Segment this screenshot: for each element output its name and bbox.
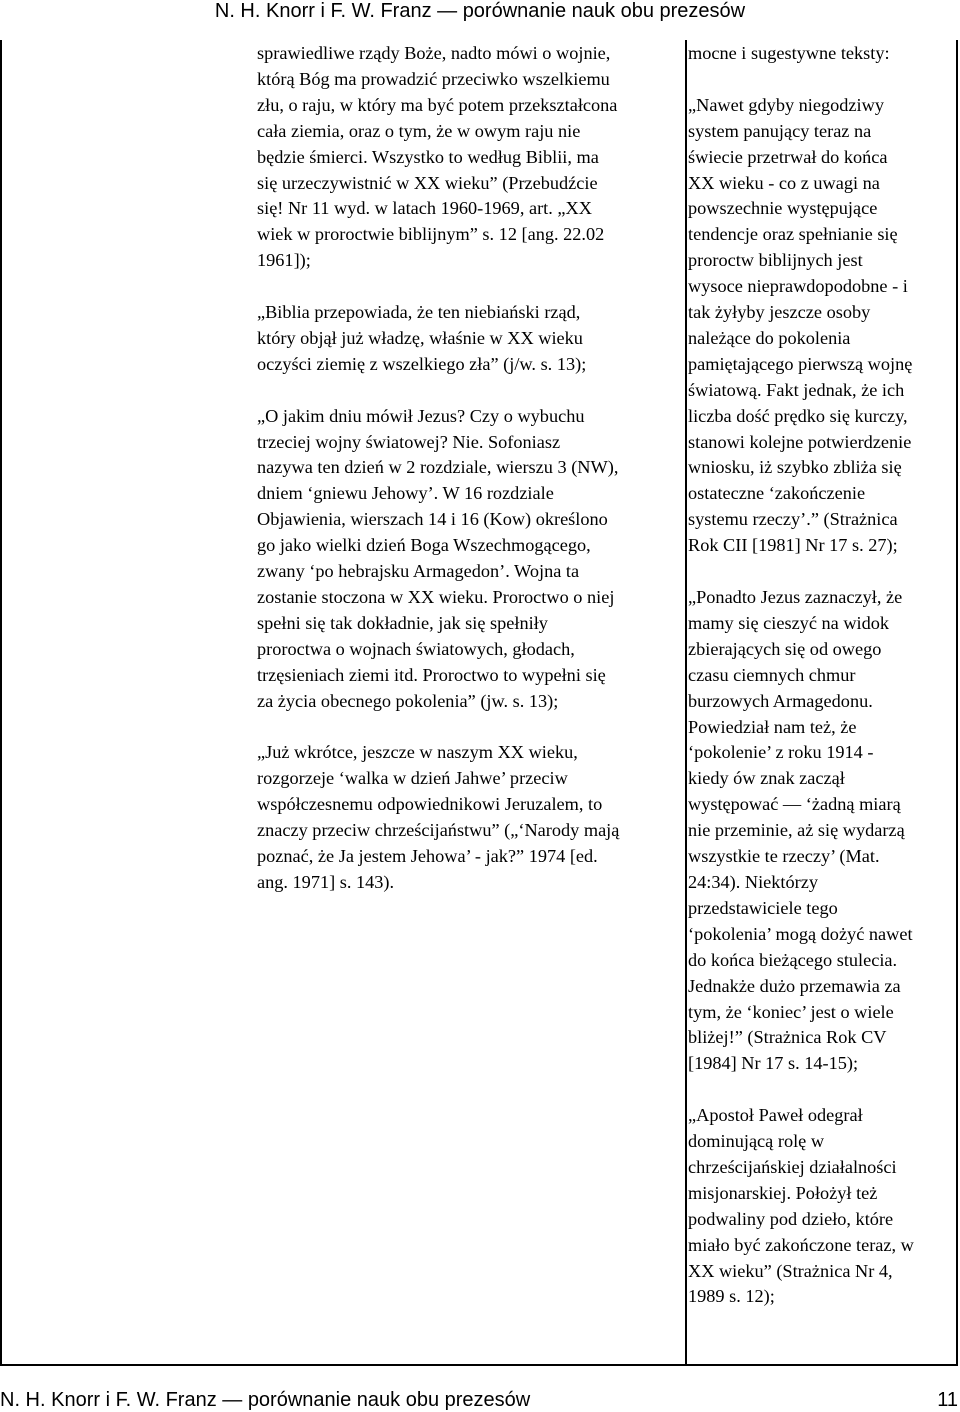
running-header: N. H. Knorr i F. W. Franz — porównanie nauk obu prezesów <box>214 0 746 22</box>
left-paragraph-2: „Biblia przepowiada, że ten niebiański rząd, który objął już władzę, właśnie w XX wieku oczyści ziemię z wszelkiego zła” (j/w. s. 13); <box>257 302 587 374</box>
page-number: 11 <box>937 1389 958 1411</box>
right-paragraph-2: „Nawet gdyby niegodziwy system panujący teraz na świecie przetrwał do końca XX wieku - co z uwagi na powszechnie występujące tendencje oraz spełnianie się proroctw biblijnych jest wysoce nieprawdopodobne - i tak żyłyby jeszcze osoby należące do pokolenia pamiętającego pierwszą wojnę światową. Fakt jednak, że ich liczba dość prędko się kurczy, stanowi kolejne potwierdzenie wniosku, iż szybko zbliża się ostateczne ‘zakończenie systemu rzeczy’.” (Strażnica Rok CII [1981] Nr 17 s. 27); <box>688 94 913 556</box>
right-paragraph-1: mocne i sugestywne teksty: <box>688 43 890 63</box>
footer-title: N. H. Knorr i F. W. Franz — porównanie nauk obu prezesów <box>0 1389 531 1411</box>
right-paragraph-4: „Apostoł Paweł odegrał dominującą rolę w chrześcijańskiej działalności misjonarskiej. Położył też podwaliny pod dzieło, które miało być zakończone teraz, w XX wieku” (Strażnica Nr 4, 1989 s. 12); <box>688 1105 914 1307</box>
table-bottom-border <box>0 1364 958 1366</box>
right-column <box>688 41 956 1310</box>
left-column <box>257 41 689 896</box>
table-left-border <box>0 40 2 1365</box>
left-paragraph-3: „O jakim dniu mówił Jezus? Czy o wybuchu trzeciej wojny światowej? Nie. Sofoniasz nazywa ten dzień w 2 rozdziale, wierszu 3 (NW), dniem ‘gniewu Jehowy’. W 16 rozdziale Objawienia, wierszach 14 i 16 (Kow) określono go jako wielki dzień Boga Wszechmogącego, zwany ‘po hebrajsku Armagedon’. Wojna ta zostanie stoczona w XX wieku. Proroctwo o niej spełni się tak dokładnie, jak się spełniły proroctwa o wojnach światowych, głodach, trzęsieniach ziemi itd. Proroctwo to wypełni się za życia obecnego pokolenia” (jw. s. 13); <box>257 405 619 711</box>
page-footer <box>0 1388 960 1412</box>
left-paragraph-4: „Już wkrótce, jeszcze w naszym XX wieku, rozgorzeje ‘walka w dzień Jahwe’ przeciw współczesnemu odpowiednikowi Jeruzalem, to znaczy przeciw chrześcijaństwu” („‘Narody mają poznać, że Ja jestem Jehowa’ - jak?” 1974 [ed. ang. 1971] s. 143). <box>257 742 620 892</box>
table-right-border <box>956 40 958 1365</box>
left-paragraph-1: sprawiedliwe rządy Boże, nadto mówi o wojnie, którą Bóg ma prowadzić przeciwko wszelkiemu złu, o raju, w który ma być potem przekształcona cała ziemia, oraz o tym, że w owym raju nie będzie śmierci. Wszystko to według Biblii, ma się urzeczywistnić w XX wieku” (Przebudźcie się! Nr 11 wyd. w latach 1960-1969, art. „XX wiek w proroctwie biblijnym” s. 12 [ang. 22.02 1961]); <box>257 43 618 271</box>
right-paragraph-3: „Ponadto Jezus zaznaczył, że mamy się cieszyć na widok zbierających się od owego czasu ciemnych chmur burzowych Armagedonu. Powiedział nam też, że ‘pokolenie’ z roku 1914 - kiedy ów znak zaczął występować — ‘żadną miarą nie przeminie, aż się wydarzą wszystkie te rzeczy’ (Mat. 24:34). Niektórzy przedstawiciele tego ‘pokolenia’ mogą dożyć nawet do końca bieżącego stulecia. Jednakże dużo przemawia za tym, że ‘koniec’ jest o wiele bliżej!” (Strażnica Rok CV [1984] Nr 17 s. 14-15); <box>688 587 913 1074</box>
